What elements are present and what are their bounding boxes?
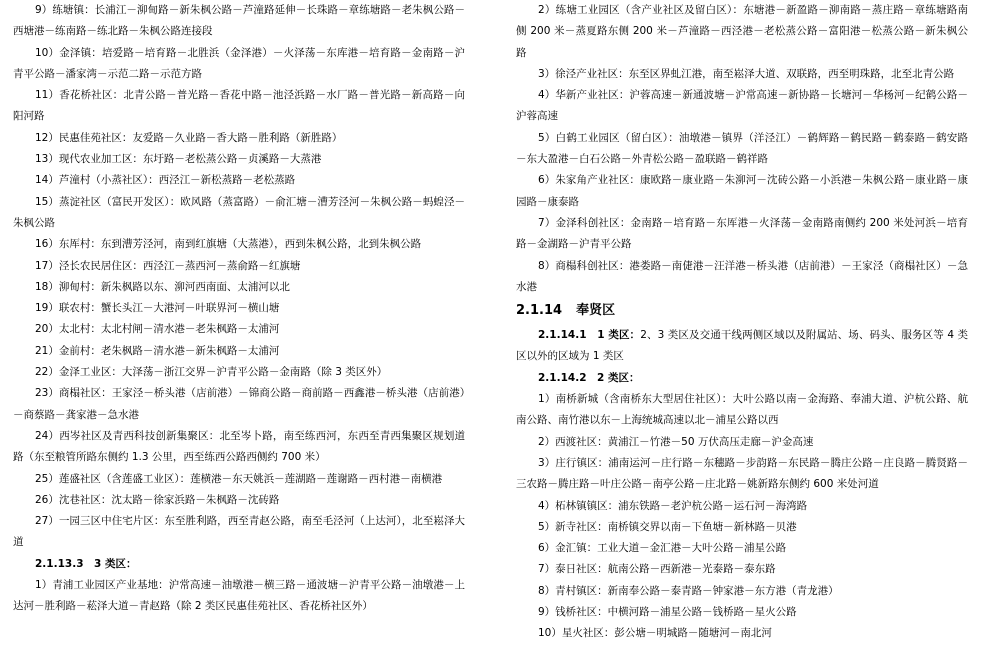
list-item: 3）庄行镇区：浦南运河－庄行路－东穗路－步韵路－东民路－腾庄公路－庄良路－腾贤路－三农路－腾庄路－叶庄公路－南亭公路－庄北路－姚新路东侧约 600 米处河道: [516, 456, 968, 491]
list-item: 24）西岑社区及青西科技创新集聚区：北至岑卜路，南至练西河，东西至青西集聚区规划道路（东至粮管所路东侧约 1.3 公里，西至练西公路西侧约 700 米）: [13, 429, 465, 464]
list-item: 17）泾长农民居住区：西泾江－蒸西河－蒸俞路－红旗塘: [35, 259, 301, 272]
right-item-list-1: [516, 0, 968, 298]
list-item: 8）青村镇区：新南奉公路－泰青路－钟家港－东方港（青龙港）: [538, 584, 839, 597]
left-item-list-2: [13, 575, 465, 618]
list-item: 27）一园三区中住宅片区：东至胜利路，西至青赵公路，南至毛泾河（上达河），北至崧泽大道: [13, 515, 465, 549]
list-item: 4）柘林镇镇区：浦东铁路－老沪杭公路－运石河－海湾路: [538, 499, 808, 512]
list-item: 9）练塘镇：长浦江－泖甸路－新朱枫公路－芦潼路延伸－长珠路－章练塘路－老朱枫公路－西塘港－练南路－练北路－朱枫公路连接段: [13, 4, 465, 38]
list-item: 25）莲盛社区（含莲盛工业区）：莲横港－东天姚浜－莲湖路－莲谢路－西村港－南横港: [35, 472, 443, 485]
list-item: 15）蒸淀社区（富民开发区）：欧风路（蒸富路）－俞汇塘－漕芳泾河－朱枫公路－蚂蝗泾－朱枫公路: [13, 195, 465, 229]
list-item: 5）新寺社区：南桥镇交界以南－下鱼塘－新林路－贝港: [538, 520, 797, 533]
list-item: 13）现代农业加工区：东圩路－老松蒸公路－贞溪路－大蒸港: [35, 153, 322, 166]
list-item: 10）星火社区：彭公塘－明城路－随塘河－南北河: [538, 627, 772, 640]
subsection-number: 2.1.13.3 3 类区：: [35, 557, 137, 570]
list-item: 11）香花桥社区：北青公路－普光路－香花中路－池泾浜路－水厂路－普光路－新高路－向阳河路: [13, 89, 465, 123]
list-item: 21）金前村：老朱枫路－清水港－新朱枫路－太浦河: [35, 344, 280, 357]
list-item: 10）金泽镇：培爱路－培育路－北胜浜（金泽港）－火泽荡－东库港－培育路－金南路－沪青平公路－潘家湾－示范二路－示范方路: [13, 46, 465, 80]
list-item: 8）商榻科创社区：港娄路－南倢港－汪洋港－桥头港（店前港）－王家泾（商榻社区）－急水港: [516, 259, 968, 293]
left-column: [13, 0, 465, 618]
list-item: 20）太北村：太北村闸－清水港－老朱枫路－太浦河: [35, 323, 280, 336]
right-column: [516, 0, 968, 645]
section-title: 奉贤区: [576, 303, 616, 319]
list-item: 23）商榻社区：王家泾－桥头港（店前港）－锦商公路－商前路－西鑫港－桥头港（店前港）－商蔡路－龚家港－急水港: [13, 387, 465, 421]
list-item: 4）华新产业社区：沪蓉高速－新通波塘－沪常高速－新协路－长塘河－华杨河－纪鹤公路－沪蓉高速: [516, 89, 968, 123]
section-number: 2.1.14: [516, 303, 563, 319]
right-item-list-2: [516, 389, 968, 645]
section-heading: [516, 300, 968, 322]
subsection-number: 2.1.14.1 1 类区：: [538, 329, 641, 342]
left-item-list-1: [13, 0, 465, 554]
subsection-heading: [516, 368, 968, 389]
list-item: 3）徐泾产业社区：东至区界虬江港，南至崧泽大道、双联路，西至明珠路，北至北青公路: [538, 67, 955, 80]
list-item: 16）东厍村：东到漕芳泾河，南到红旗塘（大蒸港），西到朱枫公路，北到朱枫公路: [35, 238, 422, 251]
subsection-text: 2、3 类区及交通干线两侧区域以及附属站、场、码头、服务区等 4 类区以外的区域为 1 类区: [516, 329, 968, 363]
list-item: 2）练塘工业园区（含产业社区及留白区）：东塘港－新盈路－泖南路－蒸庄路－章练塘路南侧 200 米－蒸夏路东侧 200 米－芦潼路－西泾港－老松蒸公路－富阳港－松蒸公路－新朱枫公路: [516, 4, 968, 59]
subsection-paragraph: [516, 325, 968, 368]
list-item: 22）金泽工业区：大泽荡－浙江交界－沪青平公路－金南路（除 3 类区外）: [35, 366, 388, 379]
list-item: 6）朱家角产业社区：康欧路－康业路－朱泖河－沈砖公路－小浜港－朱枫公路－康业路－康园路－康泰路: [516, 174, 968, 208]
list-item: 2）西渡社区：黄浦江－竹港－50 万伏高压走廊－沪金高速: [538, 435, 814, 448]
list-item: 14）芦潼村（小蒸社区）：西泾江－新松蒸路－老松蒸路: [35, 174, 296, 187]
subsection-number: 2.1.14.2 2 类区：: [538, 371, 640, 384]
list-item: 7）金泽科创社区：金南路－培育路－东厍港－火泽荡－金南路南侧约 200 米处河浜－培育路－金湖路－沪青平公路: [516, 216, 968, 251]
list-item: 7）泰日社区：航南公路－西新港－光泰路－泰东路: [538, 563, 776, 576]
list-item: 26）沈巷社区：沈太路－徐家浜路－朱枫路－沈砖路: [35, 493, 280, 506]
list-item: 1）青浦工业园区产业基地：沪常高速－油墩港－横三路－通波塘－沪青平公路－油墩港－上达河－胜利路－菘泽大道－青赵路（除 2 类区民惠佳苑社区、香花桥社区外）: [13, 579, 465, 613]
list-item: 1）南桥新城（含南桥东大型居住社区）：大叶公路以南－金海路、奉浦大道、沪杭公路、航南公路、南竹港以东－上海统城高速以北－浦星公路以西: [516, 393, 968, 427]
list-item: 5）白鹤工业园区（留白区）：油墩港－镇界（洋泾江）－鹤辉路－鹤民路－鹤泰路－鹤安路－东大盈港－白石公路－外青松公路－盈联路－鹤祥路: [516, 131, 968, 166]
list-item: 12）民惠佳苑社区：友爱路－久业路－香大路－胜利路（新胜路）: [35, 131, 343, 144]
list-item: 9）钱桥社区：中横河路－浦星公路－钱桥路－星火公路: [538, 606, 797, 619]
list-item: 19）联农村：蟹长头江－大港河－叶联界河－横山塘: [35, 302, 280, 315]
subsection-heading: [13, 554, 465, 575]
list-item: 6）金汇镇：工业大道－金汇港－大叶公路－浦星公路: [538, 542, 787, 555]
list-item: 18）泖甸村：新朱枫路以东、泖河西南面、太浦河以北: [35, 280, 290, 293]
